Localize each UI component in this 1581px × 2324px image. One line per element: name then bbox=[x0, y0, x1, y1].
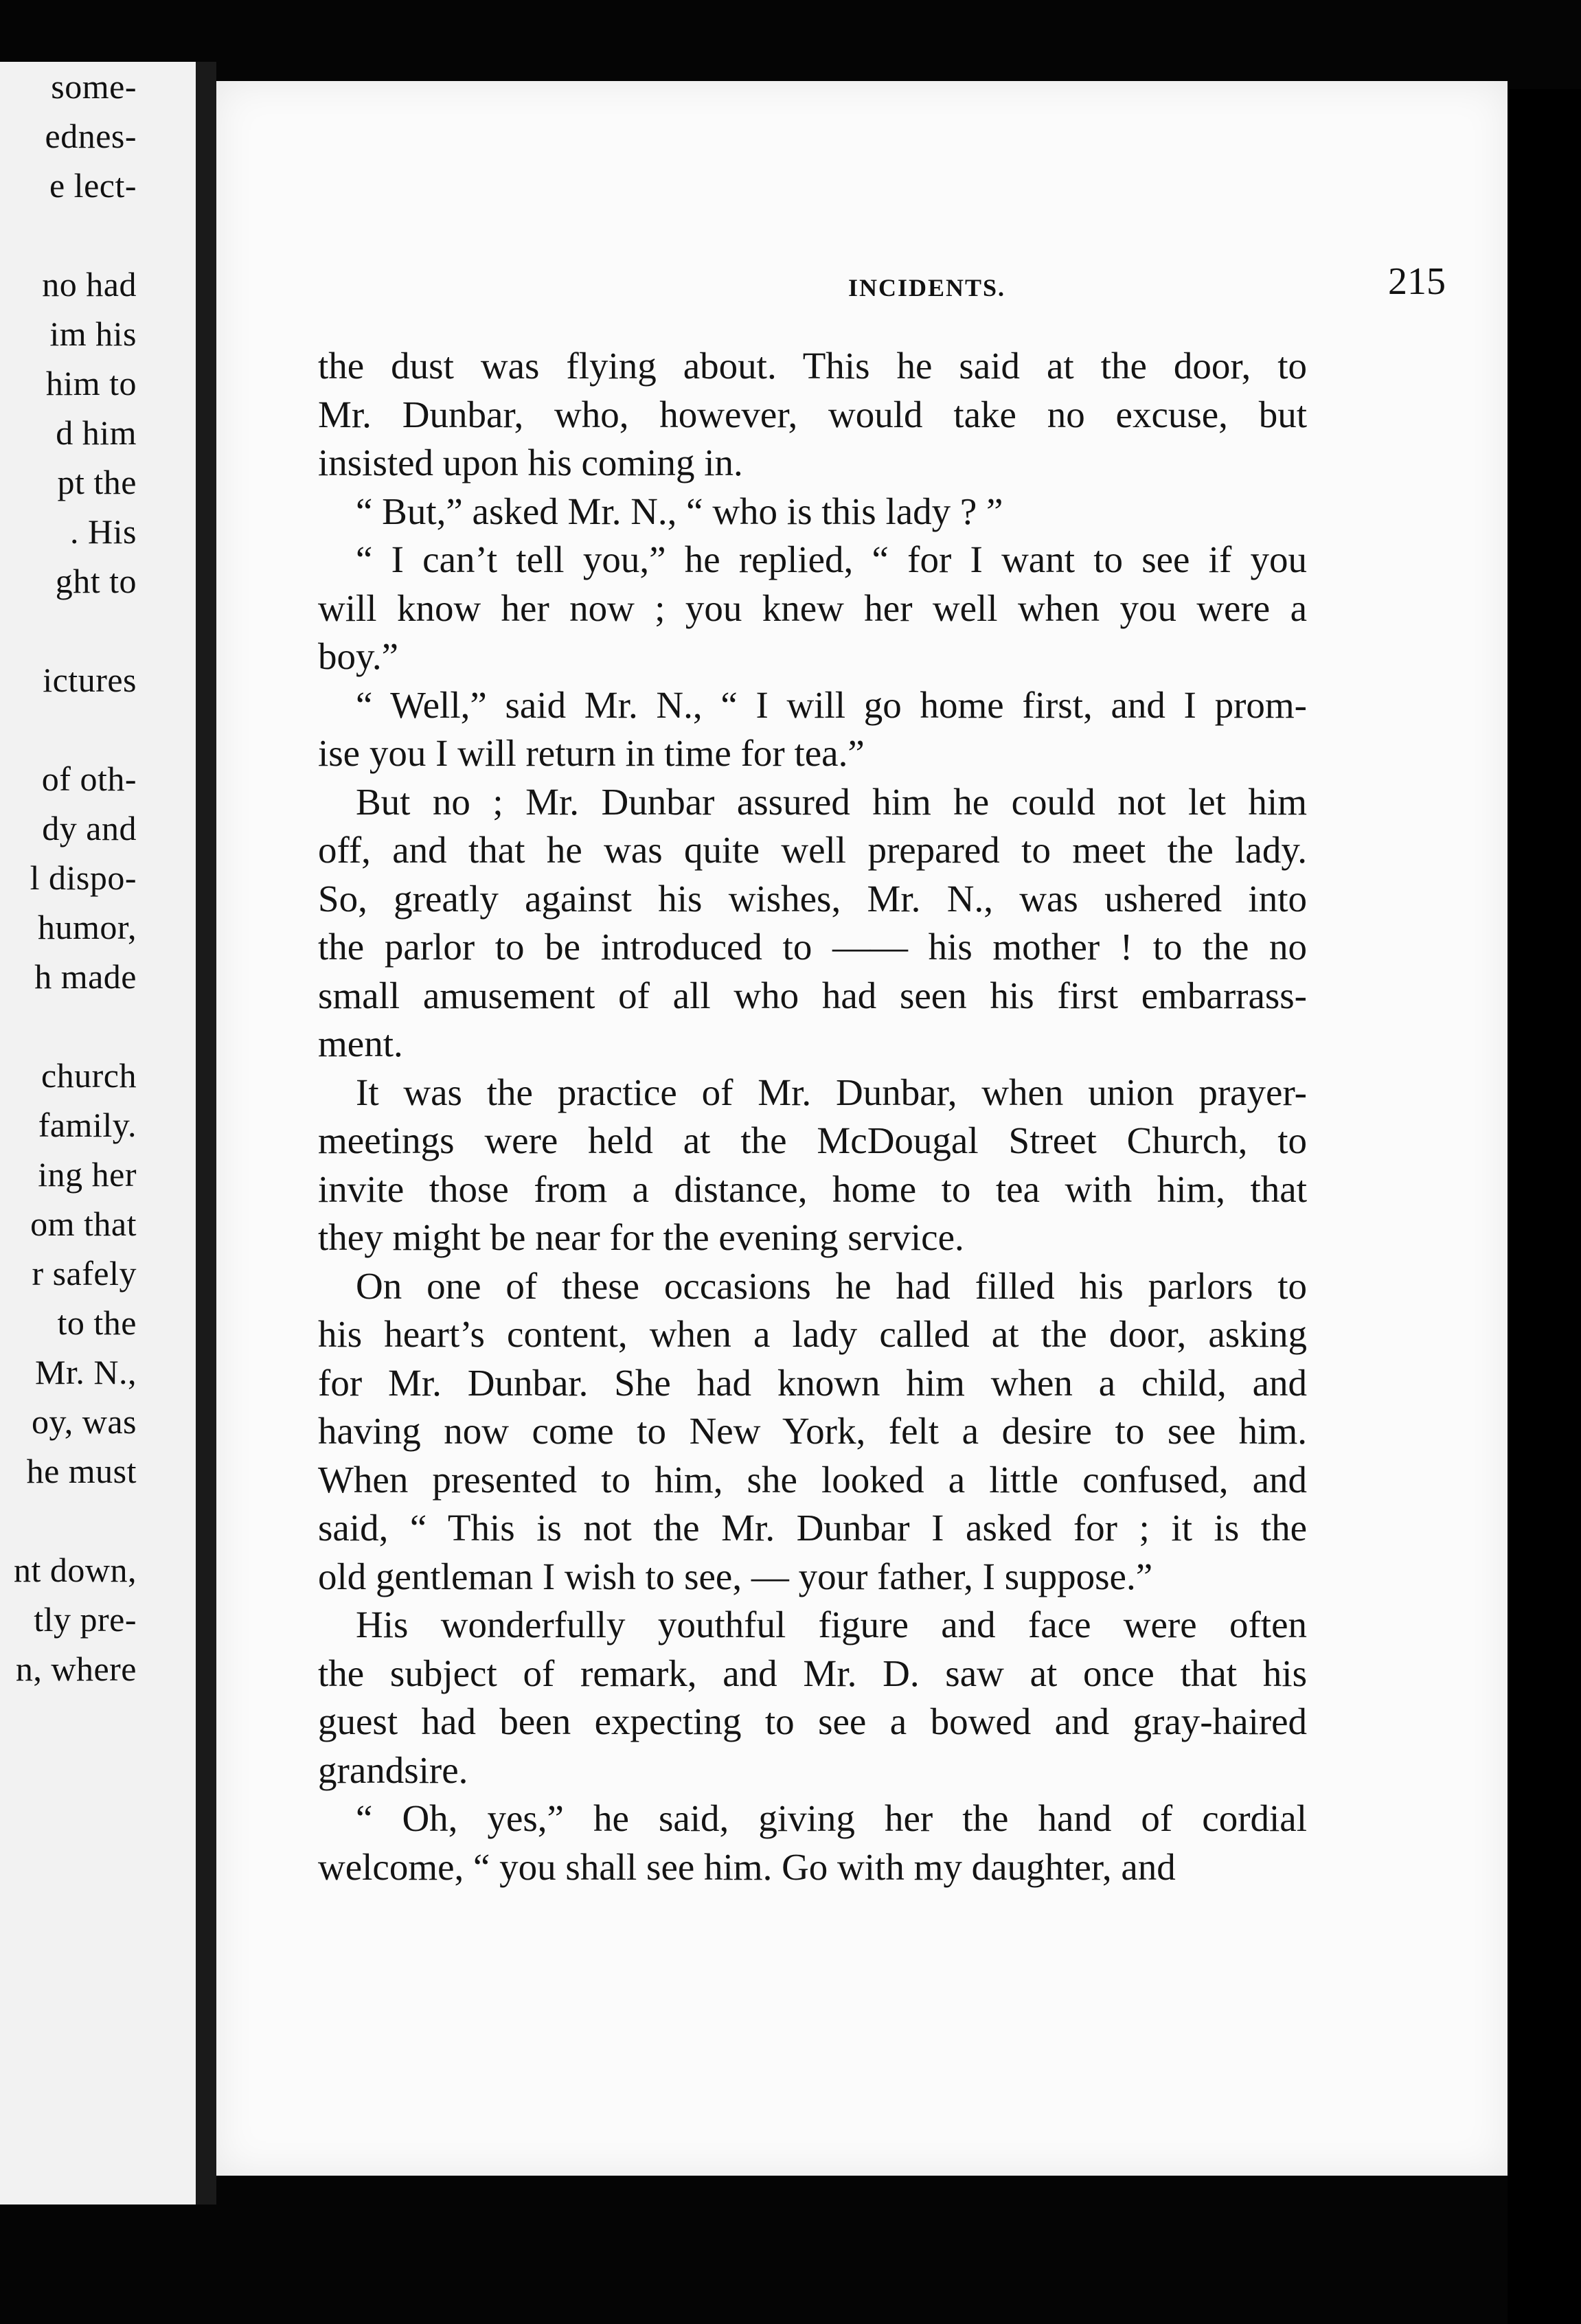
previous-page-line: ght to bbox=[55, 562, 137, 600]
page-body-text bbox=[318, 342, 1307, 1891]
text-line: meetings were held at the McDougal Street Church, to bbox=[318, 1119, 1307, 1161]
text-line: “ Well,” said Mr. N., “ I will go home first, and I prom- bbox=[356, 683, 1307, 726]
text-line: “ Oh, yes,” he said, giving her the hand of cordial bbox=[356, 1797, 1307, 1839]
previous-page-line: r safely bbox=[32, 1254, 137, 1292]
text-line: his heart’s content, when a lady called at the door, asking bbox=[318, 1313, 1307, 1355]
text-line: So, greatly against his wishes, Mr. N., was ushered into bbox=[318, 877, 1307, 920]
previous-page-line: im his bbox=[49, 315, 137, 353]
running-head-title: INCIDENTS. bbox=[848, 274, 1006, 301]
previous-page-line: om that bbox=[30, 1205, 137, 1243]
text-line: boy.” bbox=[318, 635, 399, 677]
text-line: guest had been expecting to see a bowed and gray-haired bbox=[318, 1700, 1307, 1742]
text-line: grandsire. bbox=[318, 1748, 468, 1791]
previous-page-line: ednes- bbox=[45, 117, 137, 155]
book-page bbox=[216, 81, 1508, 2176]
previous-page-line: tly pre- bbox=[34, 1600, 137, 1639]
previous-page-line: church bbox=[41, 1056, 137, 1095]
previous-page-line: of oth- bbox=[41, 760, 137, 798]
previous-page-line: d him bbox=[56, 413, 137, 452]
text-line: Mr. Dunbar, who, however, would take no excuse, but bbox=[318, 393, 1307, 435]
previous-page-line: some- bbox=[51, 67, 137, 106]
previous-page-line: nt down, bbox=[14, 1551, 137, 1589]
previous-page-line: family. bbox=[38, 1106, 137, 1144]
text-line: old gentleman I wish to see, — your father, I suppose.” bbox=[318, 1555, 1153, 1597]
previous-page-line: him to bbox=[45, 364, 137, 402]
text-line: On one of these occasions he had filled his parlors to bbox=[356, 1264, 1307, 1307]
text-line: will know her now ; you knew her well when you were a bbox=[318, 586, 1307, 629]
text-line: “ But,” asked Mr. N., “ who is this lady ? ” bbox=[356, 490, 1003, 532]
previous-page-edge bbox=[0, 62, 200, 2205]
previous-page-line: he must bbox=[26, 1452, 137, 1490]
text-line: said, “ This is not the Mr. Dunbar I asked for ; it is the bbox=[318, 1507, 1307, 1549]
previous-page-line: e lect- bbox=[49, 166, 137, 205]
previous-page-line bbox=[0, 1496, 137, 1545]
previous-page-line: ing her bbox=[38, 1155, 137, 1194]
text-line: But no ; Mr. Dunbar assured him he could not let him bbox=[356, 780, 1307, 823]
text-line: welcome, “ you shall see him. Go with my daughter, and bbox=[318, 1845, 1176, 1888]
text-line: ment. bbox=[318, 1023, 403, 1064]
text-line: the parlor to be introduced to —— his mother ! to the no bbox=[318, 926, 1307, 968]
scan-right-border bbox=[1508, 89, 1581, 2324]
previous-page-line: to the bbox=[57, 1303, 137, 1342]
text-line: invite those from a distance, home to tea with him, that bbox=[318, 1167, 1307, 1210]
text-line: It was the practice of Mr. Dunbar, when union prayer- bbox=[356, 1071, 1307, 1113]
previous-page-line: n, where bbox=[15, 1650, 137, 1688]
text-line: small amusement of all who had seen his first embarrass- bbox=[318, 974, 1307, 1016]
page-number: 215 bbox=[1388, 260, 1446, 303]
previous-page-line: oy, was bbox=[31, 1402, 137, 1441]
previous-page-line: dy and bbox=[42, 809, 137, 847]
text-line: ise you I will return in time for tea.” bbox=[318, 732, 865, 774]
text-line: the dust was flying about. This he said at the door, to bbox=[318, 345, 1307, 387]
previous-page-line bbox=[0, 210, 137, 260]
text-line: off, and that he was quite well prepared to meet the lady. bbox=[318, 829, 1307, 871]
text-line: insisted upon his coming in. bbox=[318, 442, 743, 483]
previous-page-line: pt the bbox=[57, 463, 137, 501]
text-line: for Mr. Dunbar. She had known him when a child, and bbox=[318, 1361, 1307, 1404]
previous-page-line bbox=[0, 705, 137, 754]
text-line: “ I can’t tell you,” he replied, “ for I want to see if you bbox=[356, 538, 1307, 580]
previous-page-line: ictures bbox=[43, 661, 137, 699]
previous-page-line: l dispo- bbox=[30, 858, 137, 897]
running-head bbox=[326, 260, 1446, 315]
book-gutter bbox=[196, 62, 216, 2205]
text-line: having now come to New York, felt a desire to see him. bbox=[318, 1410, 1307, 1452]
text-line: they might be near for the evening service. bbox=[318, 1216, 964, 1258]
previous-page-line bbox=[0, 606, 137, 655]
previous-page-text bbox=[0, 62, 137, 1694]
text-line: the subject of remark, and Mr. D. saw at once that his bbox=[318, 1652, 1307, 1694]
previous-page-line: no had bbox=[42, 265, 137, 304]
previous-page-line: humor, bbox=[37, 908, 137, 946]
previous-page-line: Mr. N., bbox=[35, 1353, 137, 1391]
text-line: When presented to him, she looked a little confused, and bbox=[318, 1458, 1307, 1501]
previous-page-line: h made bbox=[34, 957, 137, 996]
previous-page-line bbox=[0, 1001, 137, 1051]
previous-page-line: . His bbox=[70, 512, 137, 551]
text-line: His wonderfully youthful figure and face were often bbox=[356, 1604, 1307, 1645]
